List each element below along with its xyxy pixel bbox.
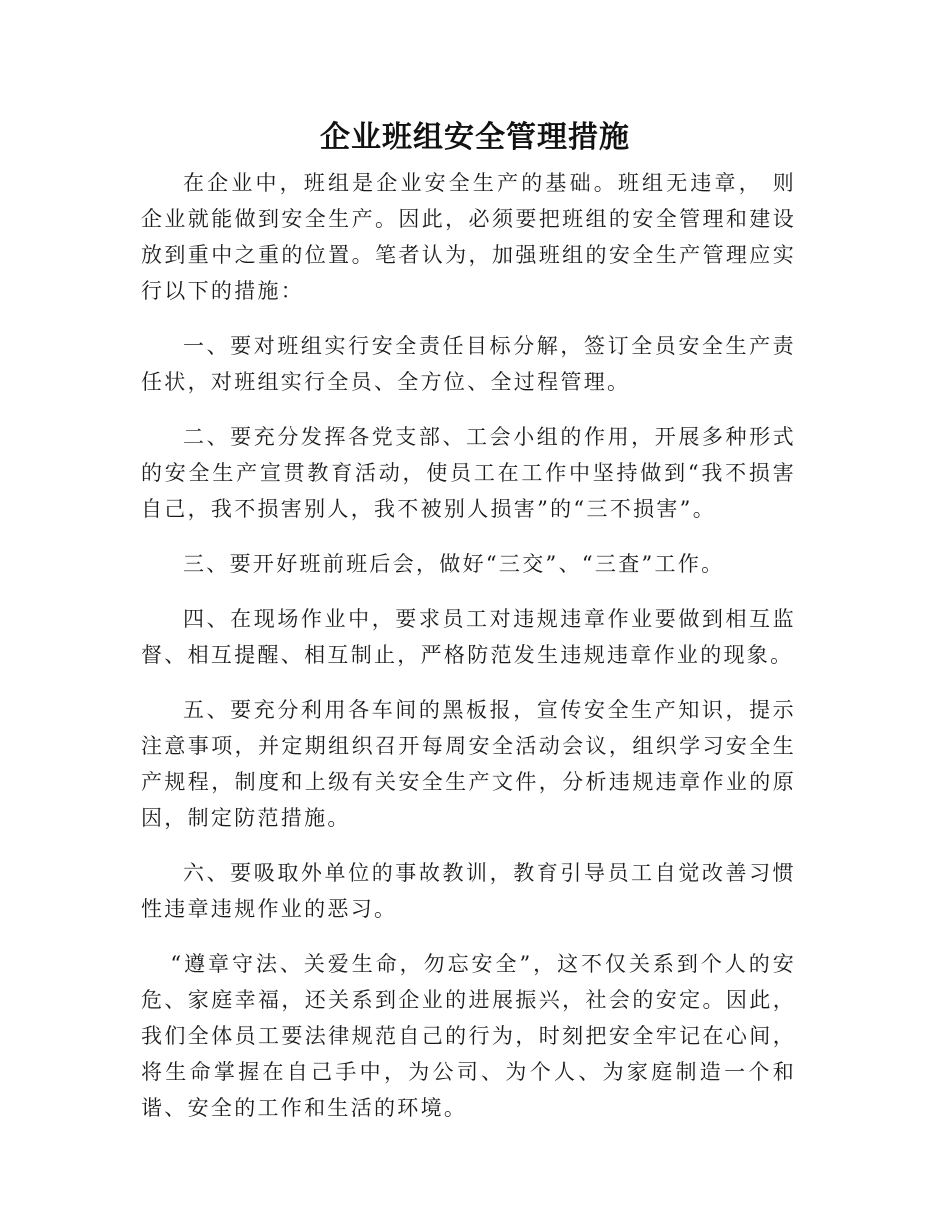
paragraph-measure-3: 三、要开好班前班后会，做好“三交”、“三査”工作。 xyxy=(183,552,725,576)
paragraph-intro: 在企业中，班组是企业安全生产的基础。班组无违章， 则企业就能做到安全生产。因此，必须要把班组的安全管理和建设放到重中之重的位置。笔者认为，加强班组的安全生产管理应实行以下的措施： xyxy=(141,171,796,303)
paragraph-measure-1: 一、要对班组实行安全责任目标分解，签订全员安全生产责任状，对班组实行全员、全方位、全过程管理。 xyxy=(141,334,796,394)
paragraph-measure-6: 六、要吸取外单位的事故教训，教育引导员工自觉改善习惯性违章违规作业的恶习。 xyxy=(141,861,796,921)
paragraph-conclusion: “遵章守法、关爱生命，勿忘安全”，这不仅关系到个人的安危、家庭幸福，还关系到企业的进展振兴，社会的安定。因此，我们全体员工要法律规范自己的行为，时刻把安全牢记在心间，将生命掌握在自己手中，为公司、为个人、为家庭制造一个和谐、安全的工作和生活的环境。 xyxy=(141,952,796,1120)
document-title: 企业班组安全管理措施 xyxy=(320,120,630,155)
document-body xyxy=(141,165,796,1145)
paragraph-measure-4: 四、在现场作业中，要求员工对违规违章作业要做到相互监督、相互提醒、相互制止，严格防范发生违规违章作业的现象。 xyxy=(141,607,796,667)
paragraph-measure-5: 五、要充分利用各车间的黑板报，宣传安全生产知识，提示注意事项，并定期组织召开每周安全活动会议，组织学习安全生产规程，制度和上级有关安全生产文件，分析违规违章作业的原因，制定防范措施。 xyxy=(141,698,796,830)
paragraph-measure-2: 二、要充分发挥各党支部、工会小组的作用，开展多种形式的安全生产宣贯教育活动，使员工在工作中坚持做到“我不损害自己，我不损害别人，我不被别人损害”的“三不损害”。 xyxy=(141,425,796,521)
